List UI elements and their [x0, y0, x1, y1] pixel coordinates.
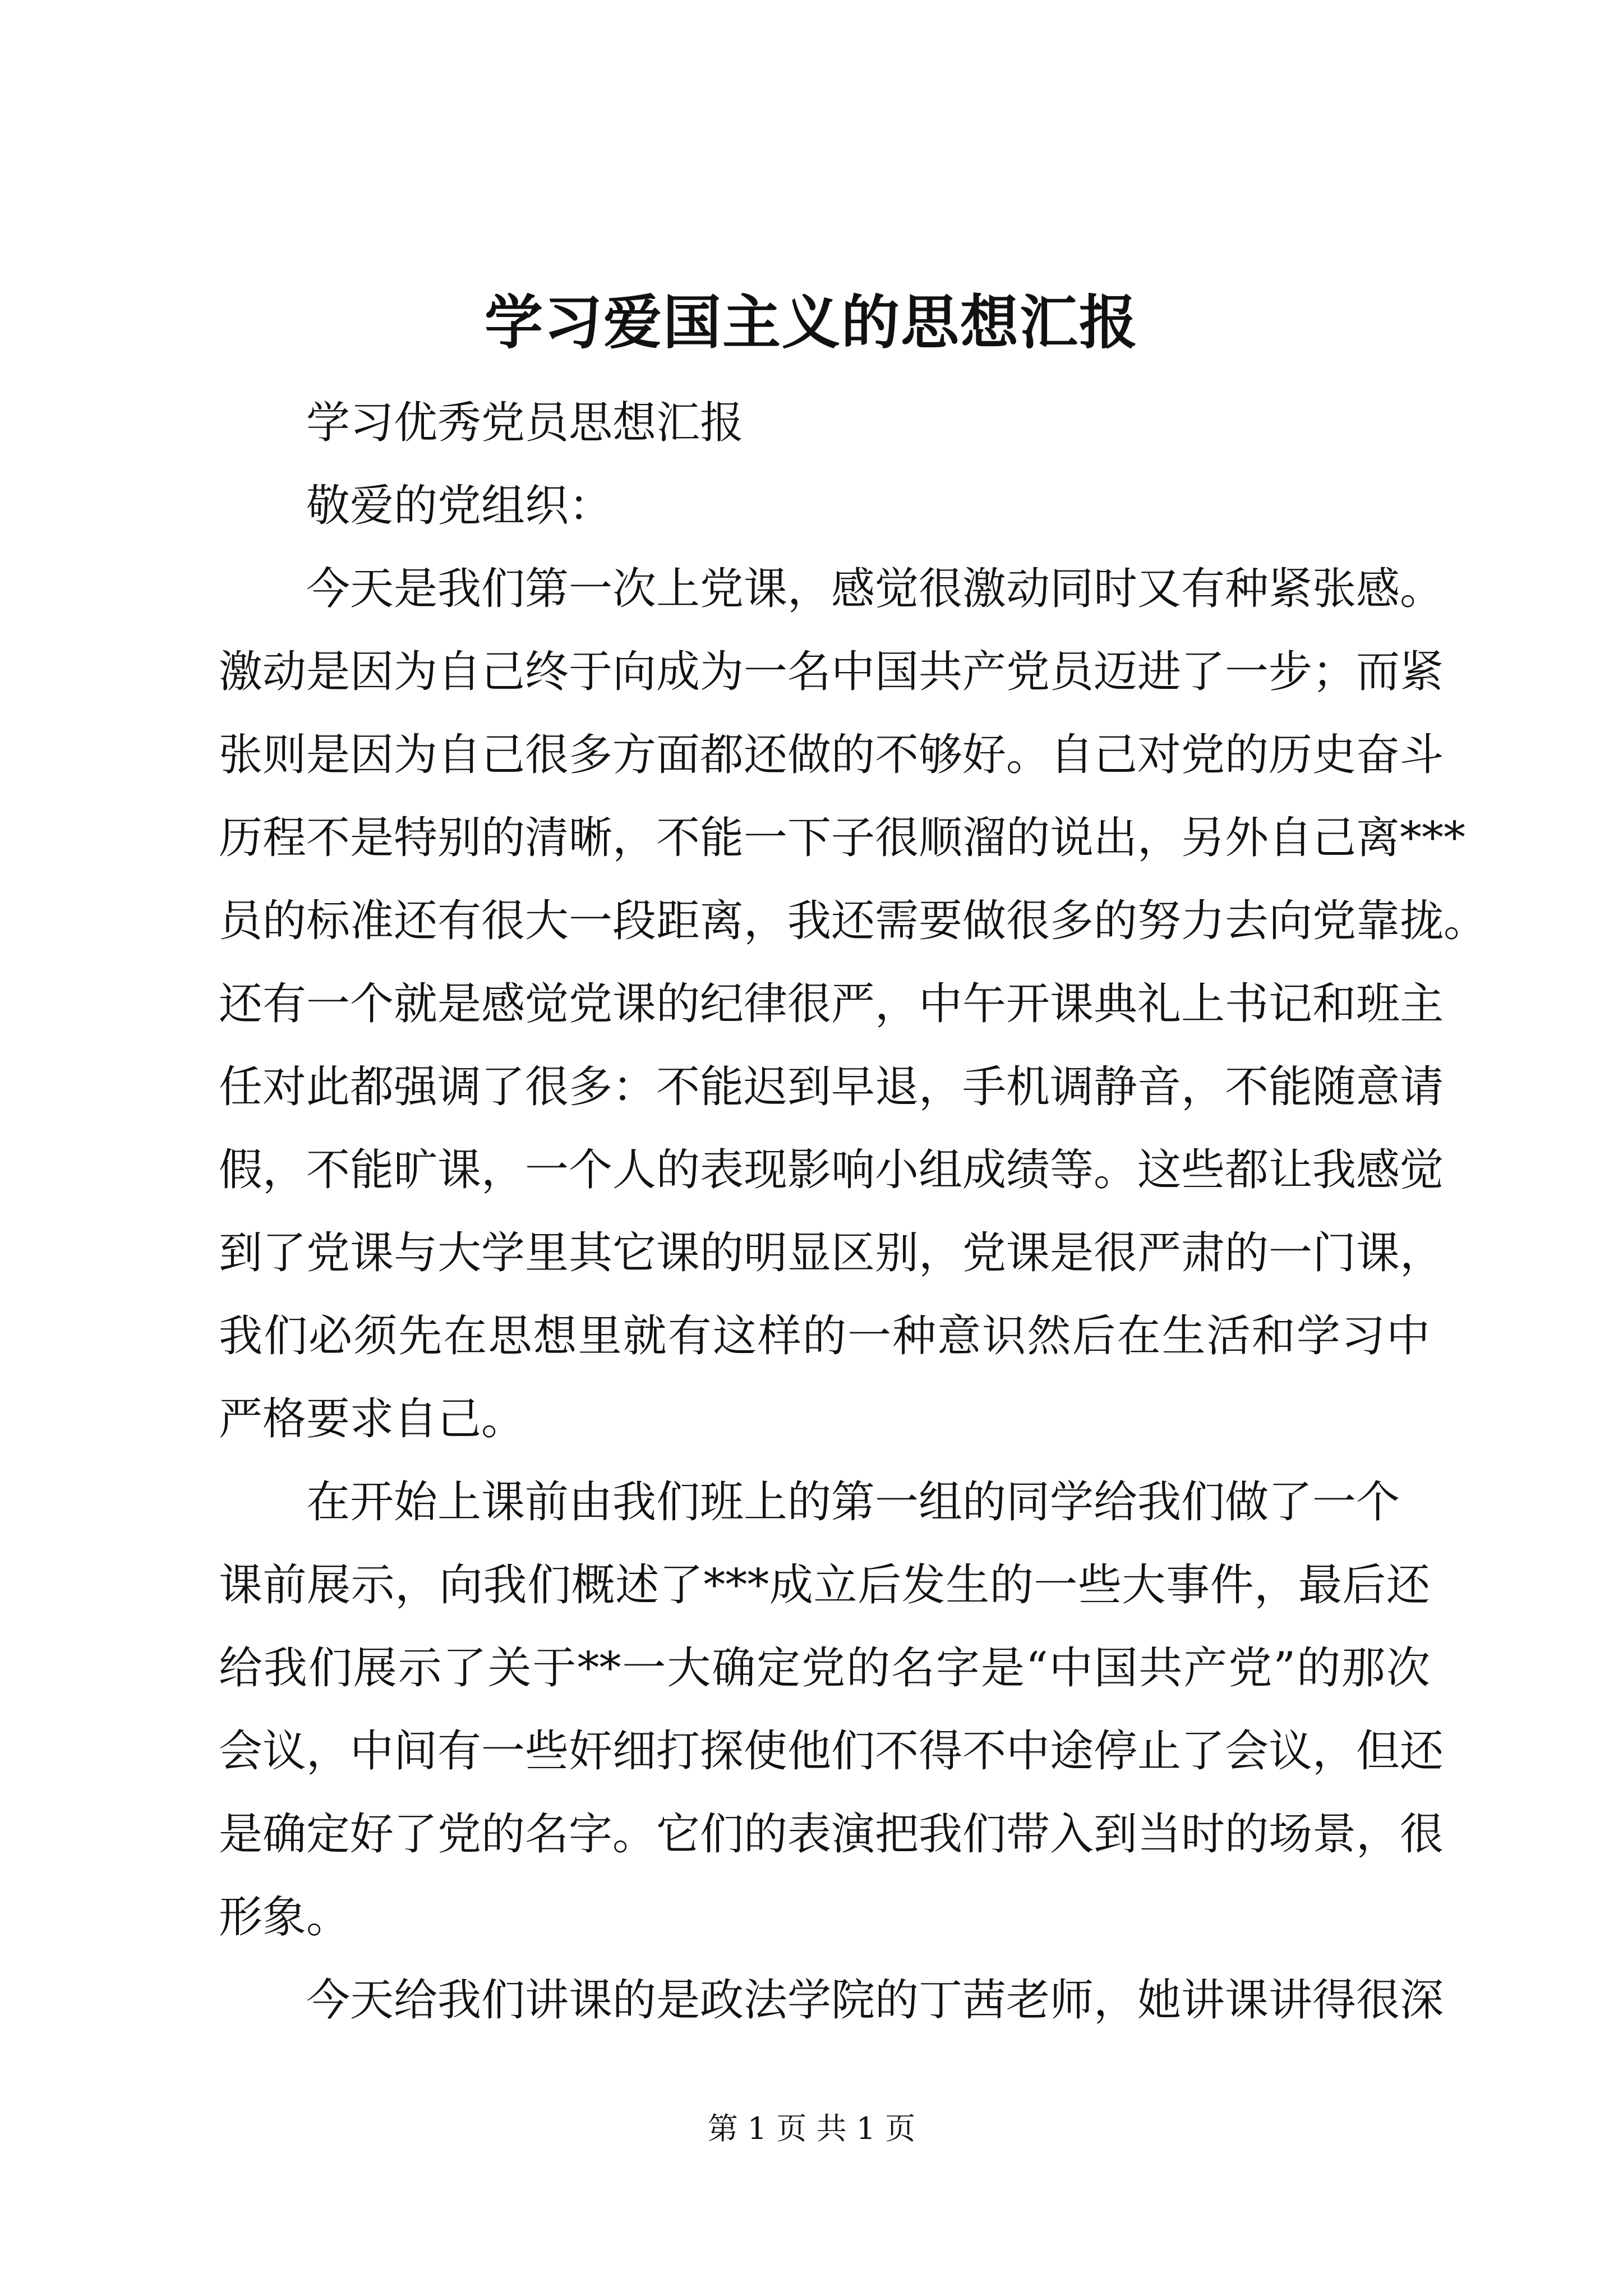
document-title: 学习爱国主义的思想汇报 — [484, 288, 1138, 357]
paragraph-line: 会议，中间有一些奸细打探使他们不得不中途停止了会议，但还 — [219, 1726, 1444, 1777]
paragraph-line: 形象。 — [219, 1892, 351, 1943]
paragraph-line: 张则是因为自己很多方面都还做的不够好。自己对党的历史奋斗 — [219, 730, 1444, 780]
subtitle-line: 学习优秀党员思想汇报 — [306, 398, 744, 448]
paragraph-line: 到了党课与大学里其它课的明显区别，党课是很严肃的一门课， — [219, 1228, 1444, 1278]
paragraph-line: 历程不是特别的清晰，不能一下子很顺溜的说出，另外自己离*** — [219, 813, 1466, 863]
paragraph-line: 给我们展示了关于**一大确定党的名字是“中国共产党”的那次 — [219, 1643, 1430, 1694]
document-body — [219, 381, 1488, 2042]
paragraph-line: 员的标准还有很大一段距离，我还需要做很多的努力去向党靠拢。 — [219, 896, 1488, 946]
paragraph-line: 激动是因为自己终于向成为一名中国共产党员迈进了一步；而紧 — [219, 647, 1444, 697]
paragraph-line: 我们必须先在思想里就有这样的一种意识然后在生活和学习中 — [219, 1311, 1430, 1361]
paragraph-line: 还有一个就是感觉党课的纪律很严，中午开课典礼上书记和班主 — [219, 979, 1444, 1029]
paragraph-line: 严格要求自己。 — [219, 1394, 525, 1444]
paragraph-line: 在开始上课前由我们班上的第一组的同学给我们做了一个 — [306, 1477, 1400, 1527]
paragraph-line: 假，不能旷课，一个人的表现影响小组成绩等。这些都让我感觉 — [219, 1145, 1444, 1195]
paragraph-line: 今天给我们讲课的是政法学院的丁茜老师，她讲课讲得很深 — [306, 1975, 1444, 2026]
paragraph-line: 课前展示，向我们概述了***成立后发生的一些大事件，最后还 — [219, 1560, 1430, 1611]
paragraph-line: 任对此都强调了很多：不能迟到早退，手机调静音，不能随意请 — [219, 1062, 1444, 1112]
paragraph-line: 今天是我们第一次上党课，感觉很激动同时又有种紧张感。 — [306, 564, 1444, 614]
paragraph-line: 是确定好了党的名字。它们的表演把我们带入到当时的场景，很 — [219, 1809, 1444, 1860]
salutation-line: 敬爱的党组织： — [306, 481, 613, 531]
page-footer: 第 1 页 共 1 页 — [707, 2111, 916, 2146]
